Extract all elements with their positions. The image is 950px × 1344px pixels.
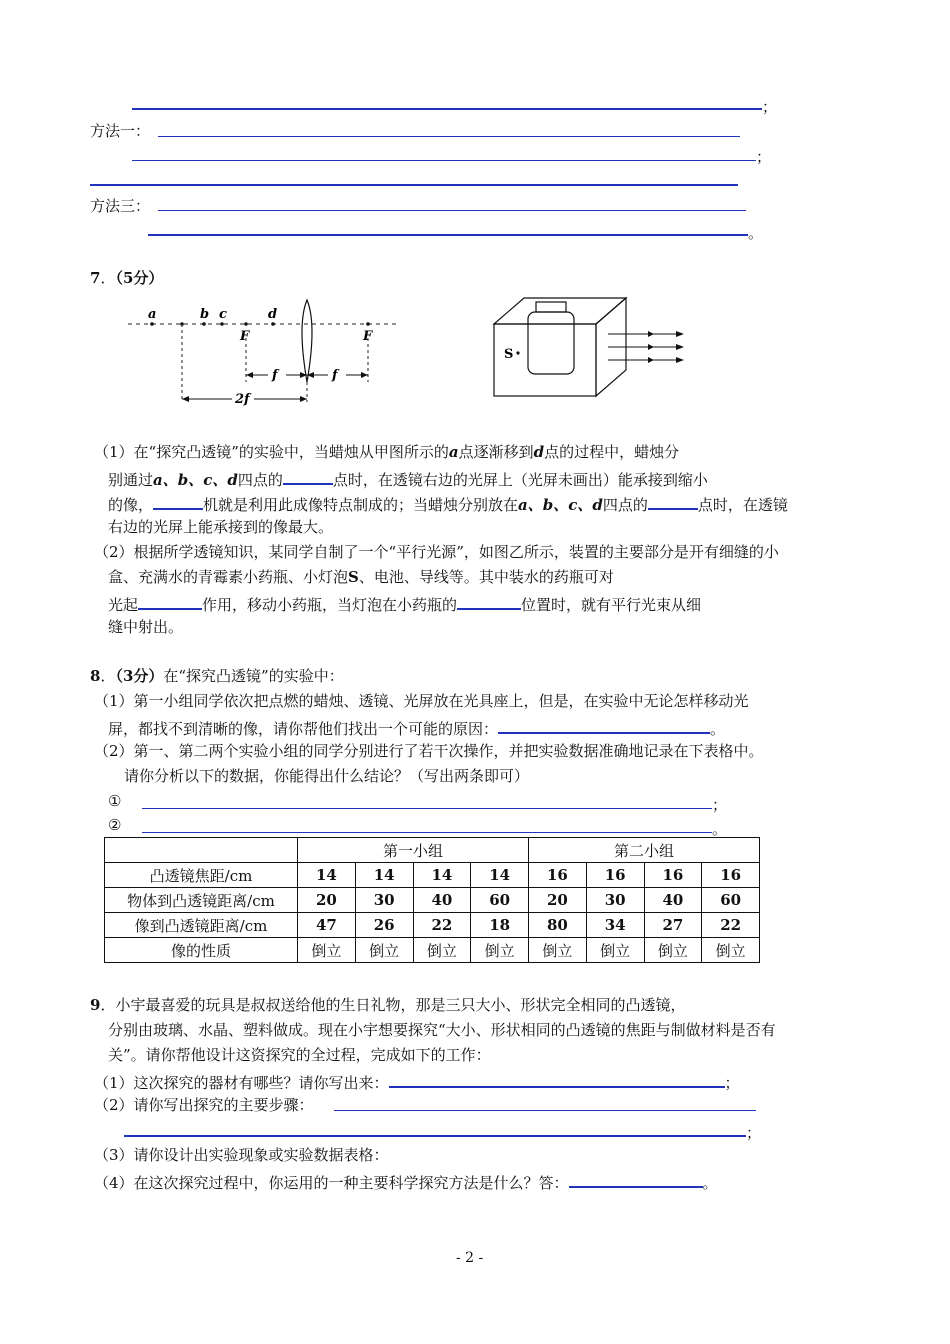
experiment-data-table [104, 837, 760, 963]
answer-blank[interactable] [153, 492, 203, 510]
table-cell: 26 [355, 913, 413, 938]
label-s: S [504, 347, 514, 362]
q9-line2: 分别由玻璃、水晶、塑料做成。现在小宇想要探究“大小、形状相同的凸透镜的焦距与制做材料是否有 [108, 1021, 776, 1039]
table-cell: 40 [644, 888, 702, 913]
row-label: 像到凸透镜距离/cm [105, 913, 298, 938]
answer-line[interactable] [132, 160, 756, 161]
label-f-left: f [272, 368, 278, 383]
answer-line[interactable] [90, 184, 738, 186]
table-cell: 22 [413, 913, 471, 938]
q8-part2-line1: （2）第一、第二两个实验小组的同学分别进行了若干次操作，并把实验数据准确地记录在下表格中。 [94, 742, 764, 760]
table-cell: 60 [471, 888, 529, 913]
q7-part2-line3: 光起 作用，移动小药瓶，当灯泡在小药瓶的 位置时，就有平行光束从细 [108, 592, 701, 615]
table-row [105, 863, 760, 888]
table-cell: 14 [471, 863, 529, 888]
table-cell: 16 [529, 863, 587, 888]
answer-blank[interactable] [389, 1070, 725, 1088]
label-d: d [268, 307, 278, 322]
point-f-left-dot [244, 322, 248, 326]
answer-line[interactable] [334, 1110, 756, 1111]
table-cell: 40 [413, 888, 471, 913]
table-cell: 14 [298, 863, 356, 888]
table-cell: 30 [586, 888, 644, 913]
q7-part1-line1: （1）在“探究凸透镜”的实验中，当蜡烛从甲图所示的a点逐渐移到d点的过程中，蜡烛分 [94, 443, 680, 461]
table-cell: 倒立 [586, 938, 644, 963]
label-focus-left: F [240, 329, 250, 344]
label-focus-right: F [363, 329, 373, 344]
table-cell: 16 [586, 863, 644, 888]
method-three-label: 方法三： [90, 197, 151, 215]
table-cell: 27 [644, 913, 702, 938]
table-row [105, 888, 760, 913]
answer-blank[interactable] [498, 716, 710, 734]
q9-line3: 关”。请你帮他设计这资探究的全过程，完成如下的工作： [108, 1046, 491, 1064]
row-label: 物体到凸透镜距离/cm [105, 888, 298, 913]
table-cell: 16 [702, 863, 760, 888]
table-cell: 16 [644, 863, 702, 888]
q8-header: 8．（3分）在“探究凸透镜”的实验中： [90, 667, 344, 685]
table-row [105, 938, 760, 963]
table-cell: 47 [298, 913, 356, 938]
punctuation: ； [762, 98, 778, 116]
table-cell: 80 [529, 913, 587, 938]
punctuation: ； [746, 1124, 762, 1142]
table-cell: 20 [298, 888, 356, 913]
table-cell: 倒立 [355, 938, 413, 963]
point-f-right-dot [366, 322, 370, 326]
point-a-dot [150, 322, 154, 326]
q7-header: 7．（5分） [90, 269, 164, 287]
point-b-dot [202, 322, 206, 326]
q8-part2-line2: 请你分析以下的数据，你能得出什么结论？（写出两条即可） [124, 767, 530, 785]
table-cell: 倒立 [529, 938, 587, 963]
point-d-dot [271, 322, 275, 326]
table-cell: 20 [529, 888, 587, 913]
punctuation: ； [712, 796, 728, 814]
table-cell: 30 [355, 888, 413, 913]
table-cell: 14 [355, 863, 413, 888]
punctuation: 。 [712, 820, 728, 838]
q7-part2-line1: （2）根据所学透镜知识，某同学自制了一个“平行光源”，如图乙所示，装置的主要部分是开有细缝的小 [94, 543, 779, 561]
answer-line[interactable] [142, 832, 712, 833]
table-cell: 倒立 [413, 938, 471, 963]
medicine-bottle [528, 312, 574, 374]
q9-line1: 9．小宇最喜爱的玩具是叔叔送给他的生日礼物，那是三只大小、形状完全相同的凸透镜， [90, 996, 686, 1014]
q7-part2-line2: 盒、充满水的青霉素小药瓶、小灯泡S、电池、导线等。其中装水的药瓶可对 [108, 568, 614, 586]
medicine-bottle-cap [536, 302, 566, 312]
answer-line[interactable] [148, 234, 748, 236]
q9-step4: （4）在这次探究过程中，你运用的一种主要科学探究方法是什么？答： 。 [94, 1170, 718, 1193]
punctuation: ； [756, 148, 772, 166]
answer-blank[interactable] [457, 592, 521, 610]
table-header-row [105, 838, 760, 863]
answer-line[interactable] [124, 1135, 746, 1137]
answer-blank[interactable] [648, 492, 698, 510]
answer-line[interactable] [158, 136, 740, 137]
table-cell: 倒立 [644, 938, 702, 963]
q9-step3: （3）请你设计出实验现象或实验数据表格： [94, 1146, 389, 1164]
punctuation: 。 [748, 224, 764, 242]
answer-blank[interactable] [283, 467, 333, 485]
bulb-dot [516, 351, 519, 354]
label-2f: 2f [235, 392, 250, 407]
group1-header: 第一小组 [298, 838, 529, 863]
table-cell: 倒立 [471, 938, 529, 963]
row-label: 像的性质 [105, 938, 298, 963]
table-cell: 22 [702, 913, 760, 938]
table-cell: 18 [471, 913, 529, 938]
answer-line[interactable] [132, 108, 762, 110]
answer-blank[interactable] [138, 592, 202, 610]
q8-part1-line2: 屏，都找不到清晰的像，请你帮他们找出一个可能的原因： 。 [108, 716, 725, 739]
table-row [105, 913, 760, 938]
q9-step1: （1）这次探究的器材有哪些？请你写出来： ； [94, 1070, 740, 1093]
answer-line[interactable] [158, 210, 746, 211]
label-f-right: f [332, 368, 338, 383]
label-b: b [200, 307, 210, 322]
q7-part1-line3: 的像， 机就是利用此成像特点制成的；当蜡烛分别放在a、b、c、d四点的 点时，在透镜 [108, 492, 788, 515]
q7-part1-line4: 右边的光屏上能承接到的像最大。 [108, 518, 334, 536]
answer-line[interactable] [142, 808, 712, 809]
label-c: c [219, 307, 227, 322]
label-a: a [148, 307, 157, 322]
lens-ray-diagram [120, 298, 410, 408]
conclusion-1-marker: ① [108, 792, 122, 810]
table-cell: 倒立 [702, 938, 760, 963]
method-one-label: 方法一： [90, 122, 151, 140]
q8-part1-line1: （1）第一小组同学依次把点燃的蜡烛、透镜、光屏放在光具座上，但是，在实验中无论怎样移动光 [94, 692, 749, 710]
parallel-light-source-diagram [488, 292, 708, 402]
answer-blank[interactable] [569, 1170, 703, 1188]
q7-part1-line2: 别通过a、b、c、d四点的 点时，在透镜右边的光屏上（光屏未画出）能承接到缩小 [108, 467, 708, 490]
q9-step2: （2）请你写出探究的主要步骤： [94, 1096, 314, 1114]
table-cell: 60 [702, 888, 760, 913]
page-number: - 2 - [456, 1250, 484, 1266]
convex-lens [302, 300, 312, 382]
group2-header: 第二小组 [529, 838, 760, 863]
table-cell: 34 [586, 913, 644, 938]
row-label: 凸透镜焦距/cm [105, 863, 298, 888]
point-c-dot [220, 322, 224, 326]
q7-part2-line4: 缝中射出。 [108, 618, 184, 636]
conclusion-2-marker: ② [108, 816, 122, 834]
table-cell: 14 [413, 863, 471, 888]
table-cell: 倒立 [298, 938, 356, 963]
